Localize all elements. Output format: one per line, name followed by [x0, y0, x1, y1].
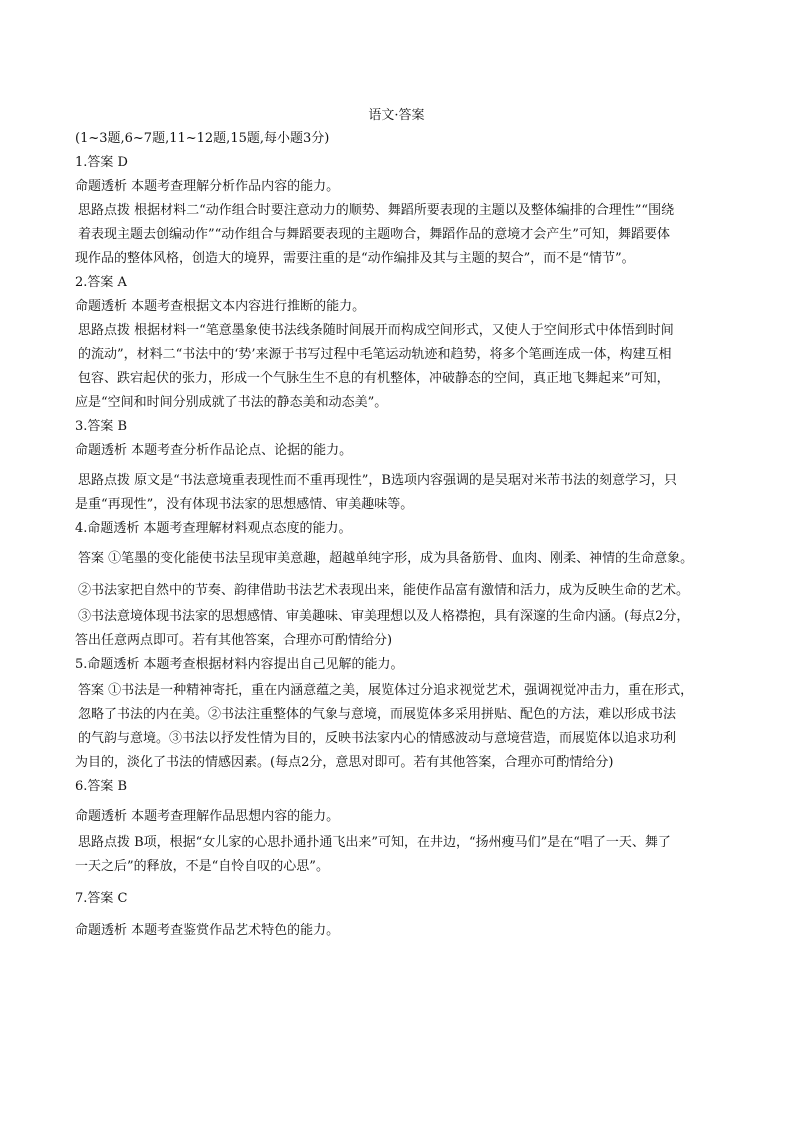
- answer-4-scoring: 答出任意两点即可。若有其他答案，合理亦可酌情给分): [75, 633, 393, 648]
- answer-5-line-4: 为目的，淡化了书法的情感因素。(每点2分，意思对即可。若有其他答案，合理亦可酌情给分): [75, 755, 614, 770]
- answer-7-analysis: 命题透析 本题考查鉴赏作品艺术特色的能力。: [75, 923, 340, 938]
- answer-7-heading: 7.答案 C: [75, 891, 128, 906]
- answer-4-point-3: ③书法意境体现书法家的思想感情、审美趣味、审美理想以及人格襟抱，具有深邃的生命内涵。(每点2分，: [78, 609, 690, 624]
- answer-2-analysis: 命题透析 本题考查根据文本内容进行推断的能力。: [75, 299, 366, 314]
- answer-5-heading: 5.命题透析 本题考查根据材料内容提出自己见解的能力。: [75, 657, 404, 672]
- scoring-note: (1~3题,6~7题,11~12题,15题,每小题3分): [75, 131, 330, 146]
- answer-2-explanation-line-1: 思路点拨 根据材料一“笔意墨象使书法线条随时间展开而构成空间形式，又使人于空间形式中体悟到时间: [78, 323, 674, 338]
- answer-3-explanation-line-1: 思路点拨 原文是“书法意境重表现性而不重再现性”，B选项内容强调的是吴琚对米芾书法的刻意学习，只: [78, 473, 677, 488]
- answer-1-analysis: 命题透析 本题考查理解分析作品内容的能力。: [75, 179, 340, 194]
- answer-4-heading: 4.命题透析 本题考查理解材料观点态度的能力。: [75, 521, 352, 536]
- answer-1-explanation-line-2: 着表现主题去创编动作”“动作组合与舞蹈要表现的主题吻合，舞蹈作品的意境才会产生”可知，舞蹈要体: [78, 227, 670, 242]
- answer-4-point-1: 答案 ①笔墨的变化能使书法呈现审美意趣，超越单纯字形，成为具备筋骨、血肉、刚柔、神情的生命意象。: [78, 551, 694, 566]
- answer-1-explanation-line-3: 现作品的整体风格，创造大的境界，需要注重的是“动作编排及其与主题的契合”，而不是“情节”。: [75, 251, 635, 266]
- answer-5-line-1: 答案 ①书法是一种精神寄托，重在内涵意蕴之美，展览体过分追求视觉艺术，强调视觉冲击力，重在形式，: [78, 683, 694, 698]
- answer-5-line-2: 忽略了书法的内在美。②书法注重整体的气象与意境，而展览体多采用拼贴、配色的方法，难以形成书法: [78, 707, 677, 722]
- answer-3-explanation-line-2: 是重“再现性”，没有体现书法家的思想感情、审美趣味等。: [75, 497, 414, 512]
- answer-6-heading: 6.答案 B: [75, 779, 128, 794]
- answer-1-heading: 1.答案 D: [75, 155, 128, 170]
- answer-1-explanation-line-1: 思路点拨 根据材料二“动作组合时要注意动力的顺势、舞蹈所要表现的主题以及整体编排的合理性”“围绕: [78, 203, 675, 218]
- answer-3-heading: 3.答案 B: [75, 419, 128, 434]
- answer-6-explanation-line-2: 一天之后”的释放，不是“自怜自叹的心思”。: [75, 859, 329, 874]
- page-title: 语文·答案: [368, 108, 425, 123]
- answer-5-line-3: 的气韵与意境。③书法以抒发性情为目的，反映书法家内心的情感波动与意境营造，而展览体以追求功利: [78, 731, 677, 746]
- answer-2-heading: 2.答案 A: [75, 275, 127, 290]
- answer-2-explanation-line-3: 包容、跌宕起伏的张力，形成一个气脉生生不息的有机整体，冲破静态的空间，真正地飞舞起来”可知，: [78, 371, 670, 386]
- answer-2-explanation-line-4: 应是“空间和时间分别成就了书法的静态美和动态美”。: [75, 395, 388, 410]
- answer-4-point-2: ②书法家把自然中的节奏、韵律借助书法艺术表现出来，能使作品富有激情和活力，成为反映生命的艺术。: [78, 583, 690, 598]
- answer-2-explanation-line-2: 的流动”，材料二“书法中的‘势’来源于书写过程中毛笔运动轨迹和趋势，将多个笔画连成一体，构建互相: [78, 347, 672, 362]
- answer-6-analysis: 命题透析 本题考查理解作品思想内容的能力。: [75, 809, 340, 824]
- answer-6-explanation-line-1: 思路点拨 B项，根据“女儿家的心思扑通扑通飞出来”可知，在井边，“扬州瘦马们”是在“唱了一天、舞了: [78, 835, 671, 850]
- answer-3-analysis: 命题透析 本题考查分析作品论点、论据的能力。: [75, 443, 353, 458]
